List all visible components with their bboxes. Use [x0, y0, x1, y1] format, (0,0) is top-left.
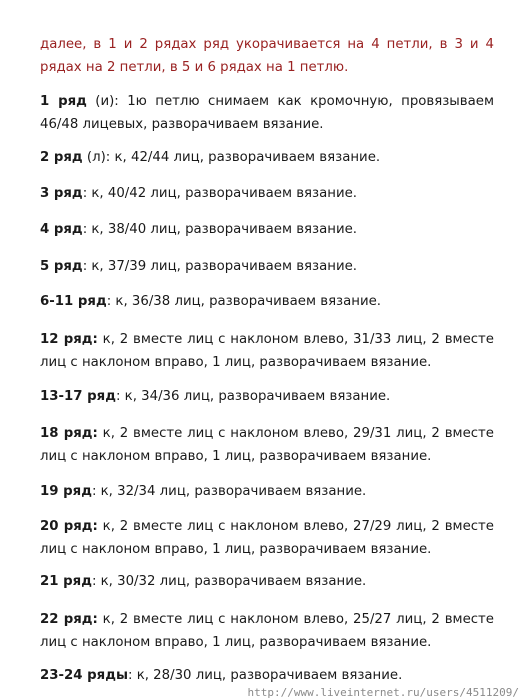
row-5	[40, 255, 494, 278]
row-text: : к, 32/34 лиц, разворачиваем вязание.	[91, 484, 367, 499]
row-label: 4 ряд	[40, 222, 83, 237]
row-1	[40, 90, 494, 136]
row-text: (л): к, 42/44 лиц, разворачиваем вязание.	[82, 150, 381, 165]
row-text: : к, 36/38 лиц, разворачиваем вязание.	[106, 294, 382, 309]
row-text: : к, 37/39 лиц, разворачиваем вязание.	[82, 259, 358, 274]
row-text: : к, 38/40 лиц, разворачиваем вязание.	[82, 222, 358, 237]
row-23-24	[40, 664, 494, 687]
row-text: к, 2 вместе лиц с наклоном влево, 27/29 лиц, 2 вместе лиц с наклоном вправо, 1 лиц, разворачиваем вязание.	[40, 519, 494, 557]
row-text: (и): 1ю петлю снимаем как кромочную, провязываем 46/48 лицевых, разворачиваем вязание.	[40, 94, 494, 132]
row-label: 5 ряд	[40, 259, 83, 274]
row-label: 13-17 ряд	[40, 389, 116, 404]
row-label: 22 ряд:	[40, 612, 98, 627]
row-label: 3 ряд	[40, 186, 83, 201]
row-2	[40, 146, 494, 169]
row-text: : к, 30/32 лиц, разворачиваем вязание.	[91, 574, 367, 589]
row-label: 19 ряд	[40, 484, 92, 499]
row-text: : к, 28/30 лиц, разворачиваем вязание.	[127, 668, 403, 683]
intro-note: далее, в 1 и 2 рядах ряд укорачивается на 4 петли, в 3 и 4 рядах на 2 петли, в 5 и 6 рядах на 1 петлю.	[40, 37, 494, 75]
row-text: к, 2 вместе лиц с наклоном влево, 25/27 лиц, 2 вместе лиц с наклоном вправо, 1 лиц, разворачиваем вязание.	[40, 612, 494, 650]
row-label: 2 ряд	[40, 150, 83, 165]
row-13-17	[40, 385, 494, 408]
row-text: к, 2 вместе лиц с наклоном влево, 31/33 лиц, 2 вместе лиц с наклоном вправо, 1 лиц, разворачиваем вязание.	[40, 332, 494, 370]
row-19	[40, 480, 494, 503]
row-label: 12 ряд:	[40, 332, 98, 347]
row-22	[40, 608, 494, 654]
row-text: к, 2 вместе лиц с наклоном влево, 29/31 лиц, 2 вместе лиц с наклоном вправо, 1 лиц, разворачиваем вязание.	[40, 426, 494, 464]
row-text: : к, 40/42 лиц, разворачиваем вязание.	[82, 186, 358, 201]
row-text: : к, 34/36 лиц, разворачиваем вязание.	[115, 389, 391, 404]
row-4	[40, 218, 494, 241]
row-6-11	[40, 290, 494, 313]
row-20	[40, 515, 494, 561]
row-label: 6-11 ряд	[40, 294, 107, 309]
row-12	[40, 328, 494, 374]
row-21	[40, 570, 494, 593]
row-label: 20 ряд:	[40, 519, 98, 534]
row-label: 23-24 ряды	[40, 668, 128, 683]
row-label: 1 ряд	[40, 94, 87, 109]
row-18	[40, 422, 494, 468]
row-label: 21 ряд	[40, 574, 92, 589]
row-label: 18 ряд:	[40, 426, 98, 441]
row-3	[40, 182, 494, 205]
source-watermark: http://www.liveinternet.ru/users/4511209/	[247, 686, 519, 699]
